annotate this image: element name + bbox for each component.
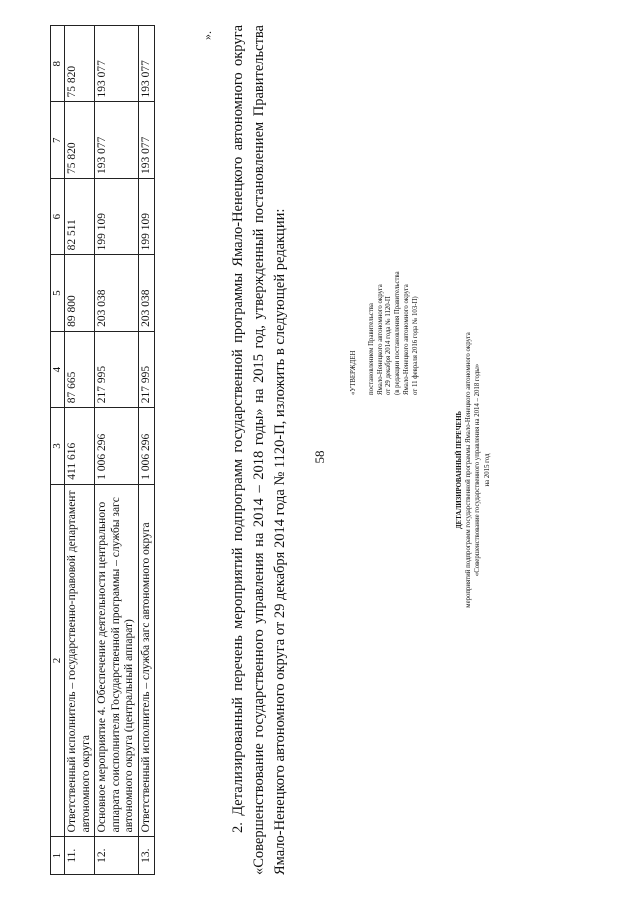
cell-value: 87 665 — [64, 331, 94, 407]
cell-value: 411 616 — [64, 408, 94, 484]
cell-value: 199 109 — [138, 178, 155, 254]
document-year: на 2015 год — [483, 453, 491, 487]
cell-value: 193 077 — [138, 26, 155, 102]
cell-value: 193 077 — [95, 102, 139, 178]
approval-line: (в редакции постановления Правительства — [394, 271, 402, 395]
cell-value: 1 006 296 — [95, 408, 139, 484]
table-row — [138, 26, 155, 875]
column-header: 5 — [51, 255, 65, 331]
row-number: 11. — [64, 837, 94, 875]
approval-stamp — [350, 165, 421, 395]
document-title-block — [455, 325, 492, 615]
cell-value: 203 038 — [95, 255, 139, 331]
page-number: 58 — [312, 450, 327, 464]
document-title: ДЕТАЛИЗИРОВАННЫЙ ПЕРЕЧЕНЬ — [456, 411, 463, 529]
table-header-row — [51, 26, 65, 875]
rotated-page-content — [50, 25, 610, 875]
document-subtitle: мероприятий подпрограмм государственной программы Ямало-Ненецкого автономного округа — [465, 332, 473, 608]
budget-table — [50, 25, 155, 875]
column-header: 3 — [51, 408, 65, 484]
cell-value: 193 077 — [95, 26, 139, 102]
column-header: 1 — [51, 837, 65, 875]
column-header: 4 — [51, 331, 65, 407]
row-name: Ответственный исполнитель – служба загс автономного округа — [138, 484, 155, 837]
table-row — [64, 26, 94, 875]
table-closing-mark: ». — [200, 31, 214, 40]
cell-value: 75 820 — [64, 102, 94, 178]
cell-value: 75 820 — [64, 26, 94, 102]
paragraph-text: 2. Детализированный перечень мероприятий подпрограмм государственной программы Ямало-Ненецкого автономного округа «Совершенствование государственного управления на 2014 – 2018 годы» на 2015 год, утвержденный постановлением Правительства Ямало-Ненецкого автономного округа от 29 декабря 2014 года № 1120-П, изложить в следующей редакции: — [230, 25, 289, 875]
column-header: 2 — [51, 484, 65, 837]
cell-value: 217 995 — [138, 331, 155, 407]
cell-value: 1 006 296 — [138, 408, 155, 484]
table-row — [95, 26, 139, 875]
row-name: Основное мероприятие 4. Обеспечение деятельности центрального аппарата соисполнителя Государственной программы – службы загс автономного округа (центральный аппарат) — [95, 484, 139, 837]
cell-value: 199 109 — [95, 178, 139, 254]
approval-line: Ямало-Ненецкого автономного округа — [403, 284, 411, 395]
row-name: Ответственный исполнитель – государственно-правовой департамент автономного округа — [64, 484, 94, 837]
cell-value: 217 995 — [95, 331, 139, 407]
approval-heading: «УТВЕРЖДЕН — [350, 350, 357, 395]
column-header: 8 — [51, 26, 65, 102]
amendment-paragraph — [228, 25, 291, 875]
approval-line: от 29 декабря 2014 года № 1120-П — [385, 296, 393, 395]
column-header: 7 — [51, 102, 65, 178]
approval-line: Ямало-Ненецкого автономного округа — [376, 284, 384, 395]
document-subtitle: «Совершенствование государственного управления на 2014 – 2018 годы» — [474, 363, 482, 577]
cell-value: 89 800 — [64, 255, 94, 331]
row-number: 12. — [95, 837, 139, 875]
cell-value: 82 511 — [64, 178, 94, 254]
approval-line: от 11 февраля 2016 года № 103-П) — [411, 296, 419, 395]
cell-value: 203 038 — [138, 255, 155, 331]
row-number: 13. — [138, 837, 155, 875]
column-header: 6 — [51, 178, 65, 254]
approval-line: постановлением Правительства — [367, 303, 375, 395]
cell-value: 193 077 — [138, 102, 155, 178]
